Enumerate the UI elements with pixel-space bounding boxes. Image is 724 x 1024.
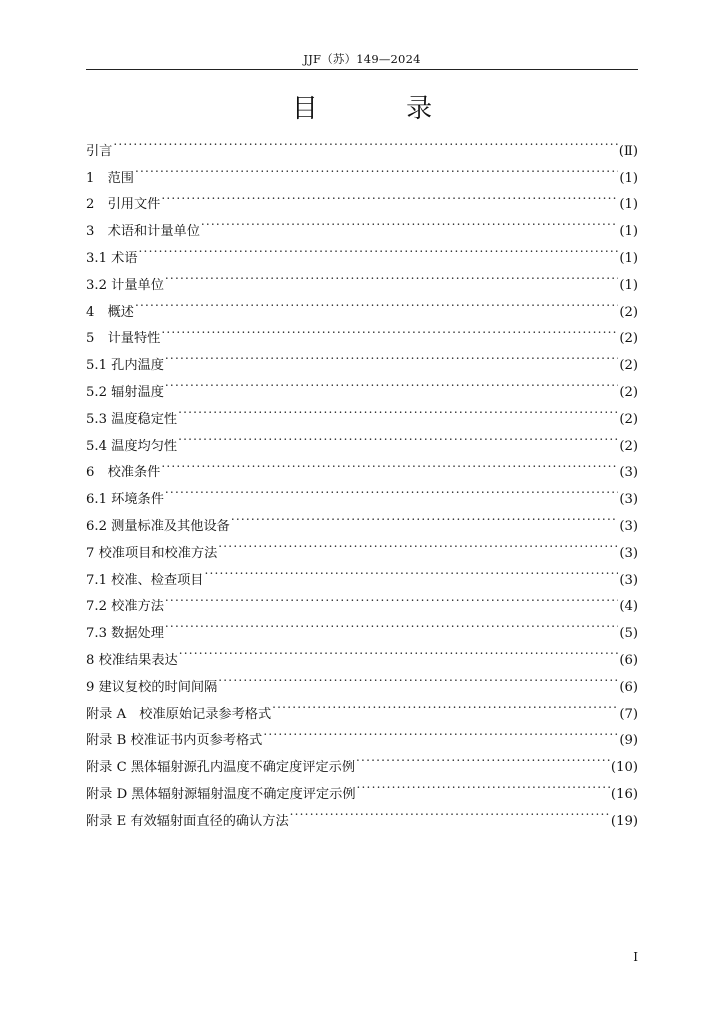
toc-entry-label: 3.1 术语: [86, 250, 138, 266]
toc-entry-page: (1): [619, 224, 638, 240]
toc-entry-label: 5.3 温度稳定性: [86, 411, 178, 427]
toc-leader-dots: [201, 208, 618, 235]
toc-leader-dots: [218, 530, 618, 557]
toc-entry-page: (2): [619, 331, 638, 347]
toc-entry-page: (2): [619, 438, 638, 454]
toc-entry-label: 引言: [86, 143, 113, 159]
toc-entry[interactable]: [86, 235, 638, 266]
toc-entry-label: 5.4 温度均匀性: [86, 438, 178, 454]
toc-leader-dots: [165, 262, 618, 289]
toc-entry-label: 7 校准项目和校准方法: [86, 545, 218, 561]
toc-leader-dots: [204, 557, 618, 584]
toc-entry[interactable]: [86, 155, 638, 186]
toc-entry[interactable]: [86, 450, 638, 481]
toc-entry-page: (16): [610, 786, 638, 802]
toc-entry[interactable]: [86, 262, 638, 293]
toc-entry-page: (1): [619, 170, 638, 186]
toc-leader-dots: [272, 691, 618, 718]
toc-entry-label: 附录 A 校准原始记录参考格式: [86, 706, 272, 722]
toc-entry[interactable]: [86, 610, 638, 642]
toc-leader-dots: [165, 476, 618, 503]
toc-entry-page: (1): [619, 250, 638, 266]
toc-entry-label: 2 引用文件: [86, 197, 161, 213]
toc-leader-dots: [218, 664, 618, 691]
toc-entry-label: 附录 D 黑体辐射源辐射温度不确定度评定示例: [86, 786, 356, 802]
toc-entry-page: (9): [619, 733, 638, 749]
toc-entry-label: 1 范围: [86, 170, 134, 186]
toc-entry-page: (3): [619, 492, 638, 508]
toc-leader-dots: [139, 235, 619, 262]
toc-leader-dots: [161, 182, 618, 209]
toc-entry-page: (7): [619, 706, 638, 722]
table-of-contents: [86, 128, 638, 829]
toc-entry-label: 7.3 数据处理: [86, 626, 164, 642]
toc-entry-label: 7.1 校准、检查项目: [86, 572, 204, 588]
toc-leader-dots: [135, 289, 618, 316]
toc-leader-dots: [178, 396, 618, 423]
toc-leader-dots: [357, 771, 610, 798]
toc-leader-dots: [161, 450, 618, 477]
toc-leader-dots: [356, 744, 610, 771]
toc-leader-dots: [231, 503, 618, 530]
toc-entry[interactable]: [86, 128, 638, 159]
toc-entry[interactable]: [86, 182, 638, 213]
toc-leader-dots: [179, 637, 619, 664]
toc-title: 目 录: [291, 94, 473, 124]
toc-leader-dots: [113, 128, 617, 155]
toc-entry-page: (1): [619, 197, 638, 213]
header-divider: [86, 69, 638, 70]
toc-entry-page: (3): [619, 545, 638, 561]
toc-entry-label: 7.2 校准方法: [86, 599, 164, 615]
toc-entry[interactable]: [86, 316, 638, 347]
toc-entry[interactable]: [86, 396, 638, 427]
toc-entry-label: 附录 E 有效辐射面直径的确认方法: [86, 813, 289, 829]
toc-entry-page: (6): [619, 652, 638, 668]
toc-entry[interactable]: [86, 342, 638, 374]
page-number: I: [633, 950, 638, 964]
toc-leader-dots: [263, 718, 618, 745]
toc-entry-page: (10): [610, 760, 638, 776]
toc-entry-page: (2): [619, 411, 638, 427]
toc-leader-dots: [135, 155, 618, 182]
toc-entry-label: 3 术语和计量单位: [86, 224, 200, 240]
toc-entry-page: (6): [619, 679, 638, 695]
toc-entry-label: 5.2 辐射温度: [86, 384, 164, 400]
toc-leader-dots: [165, 369, 618, 396]
toc-leader-dots: [161, 316, 618, 343]
toc-entry-label: 6.1 环境条件: [86, 492, 164, 508]
toc-entry-label: 4 概述: [86, 304, 134, 320]
toc-entry[interactable]: [86, 584, 638, 615]
toc-entry-label: 9 建议复校的时间间隔: [86, 679, 218, 695]
toc-entry-page: (5): [619, 626, 638, 642]
toc-entry[interactable]: [86, 369, 638, 400]
toc-entry-label: 8 校准结果表达: [86, 652, 178, 668]
toc-entry-page: (3): [619, 465, 638, 481]
toc-leader-dots: [178, 423, 618, 450]
toc-entry-page: (2): [619, 358, 638, 374]
toc-entry-label: 6 校准条件: [86, 465, 161, 481]
toc-entry-label: 6.2 测量标准及其他设备: [86, 518, 230, 534]
toc-entry[interactable]: [86, 289, 638, 320]
toc-leader-dots: [165, 584, 618, 611]
toc-entry-page: (3): [619, 518, 638, 534]
toc-entry[interactable]: [86, 637, 638, 668]
toc-entry-label: 5 计量特性: [86, 331, 161, 347]
toc-entry-page: (2): [619, 384, 638, 400]
toc-entry-page: (2): [619, 304, 638, 320]
toc-leader-dots: [290, 798, 610, 825]
toc-entry-page: (3): [619, 572, 638, 588]
toc-entry[interactable]: [86, 476, 638, 508]
toc-entry-label: 附录 C 黑体辐射源孔内温度不确定度评定示例: [86, 760, 356, 776]
toc-entry-label: 3.2 计量单位: [86, 277, 164, 293]
toc-entry-page: (Ⅱ): [618, 143, 638, 159]
toc-entry[interactable]: [86, 208, 638, 240]
toc-leader-dots: [165, 610, 618, 637]
toc-entry-page: (1): [619, 277, 638, 293]
document-header: JJF（苏）149—2024: [303, 52, 421, 66]
toc-entry[interactable]: [86, 503, 638, 534]
toc-entry-label: 附录 B 校准证书内页参考格式: [86, 733, 263, 749]
toc-entry-label: 5.1 孔内温度: [86, 358, 164, 374]
toc-entry-page: (4): [619, 599, 638, 615]
toc-leader-dots: [165, 342, 618, 369]
toc-entry-page: (19): [610, 813, 638, 829]
